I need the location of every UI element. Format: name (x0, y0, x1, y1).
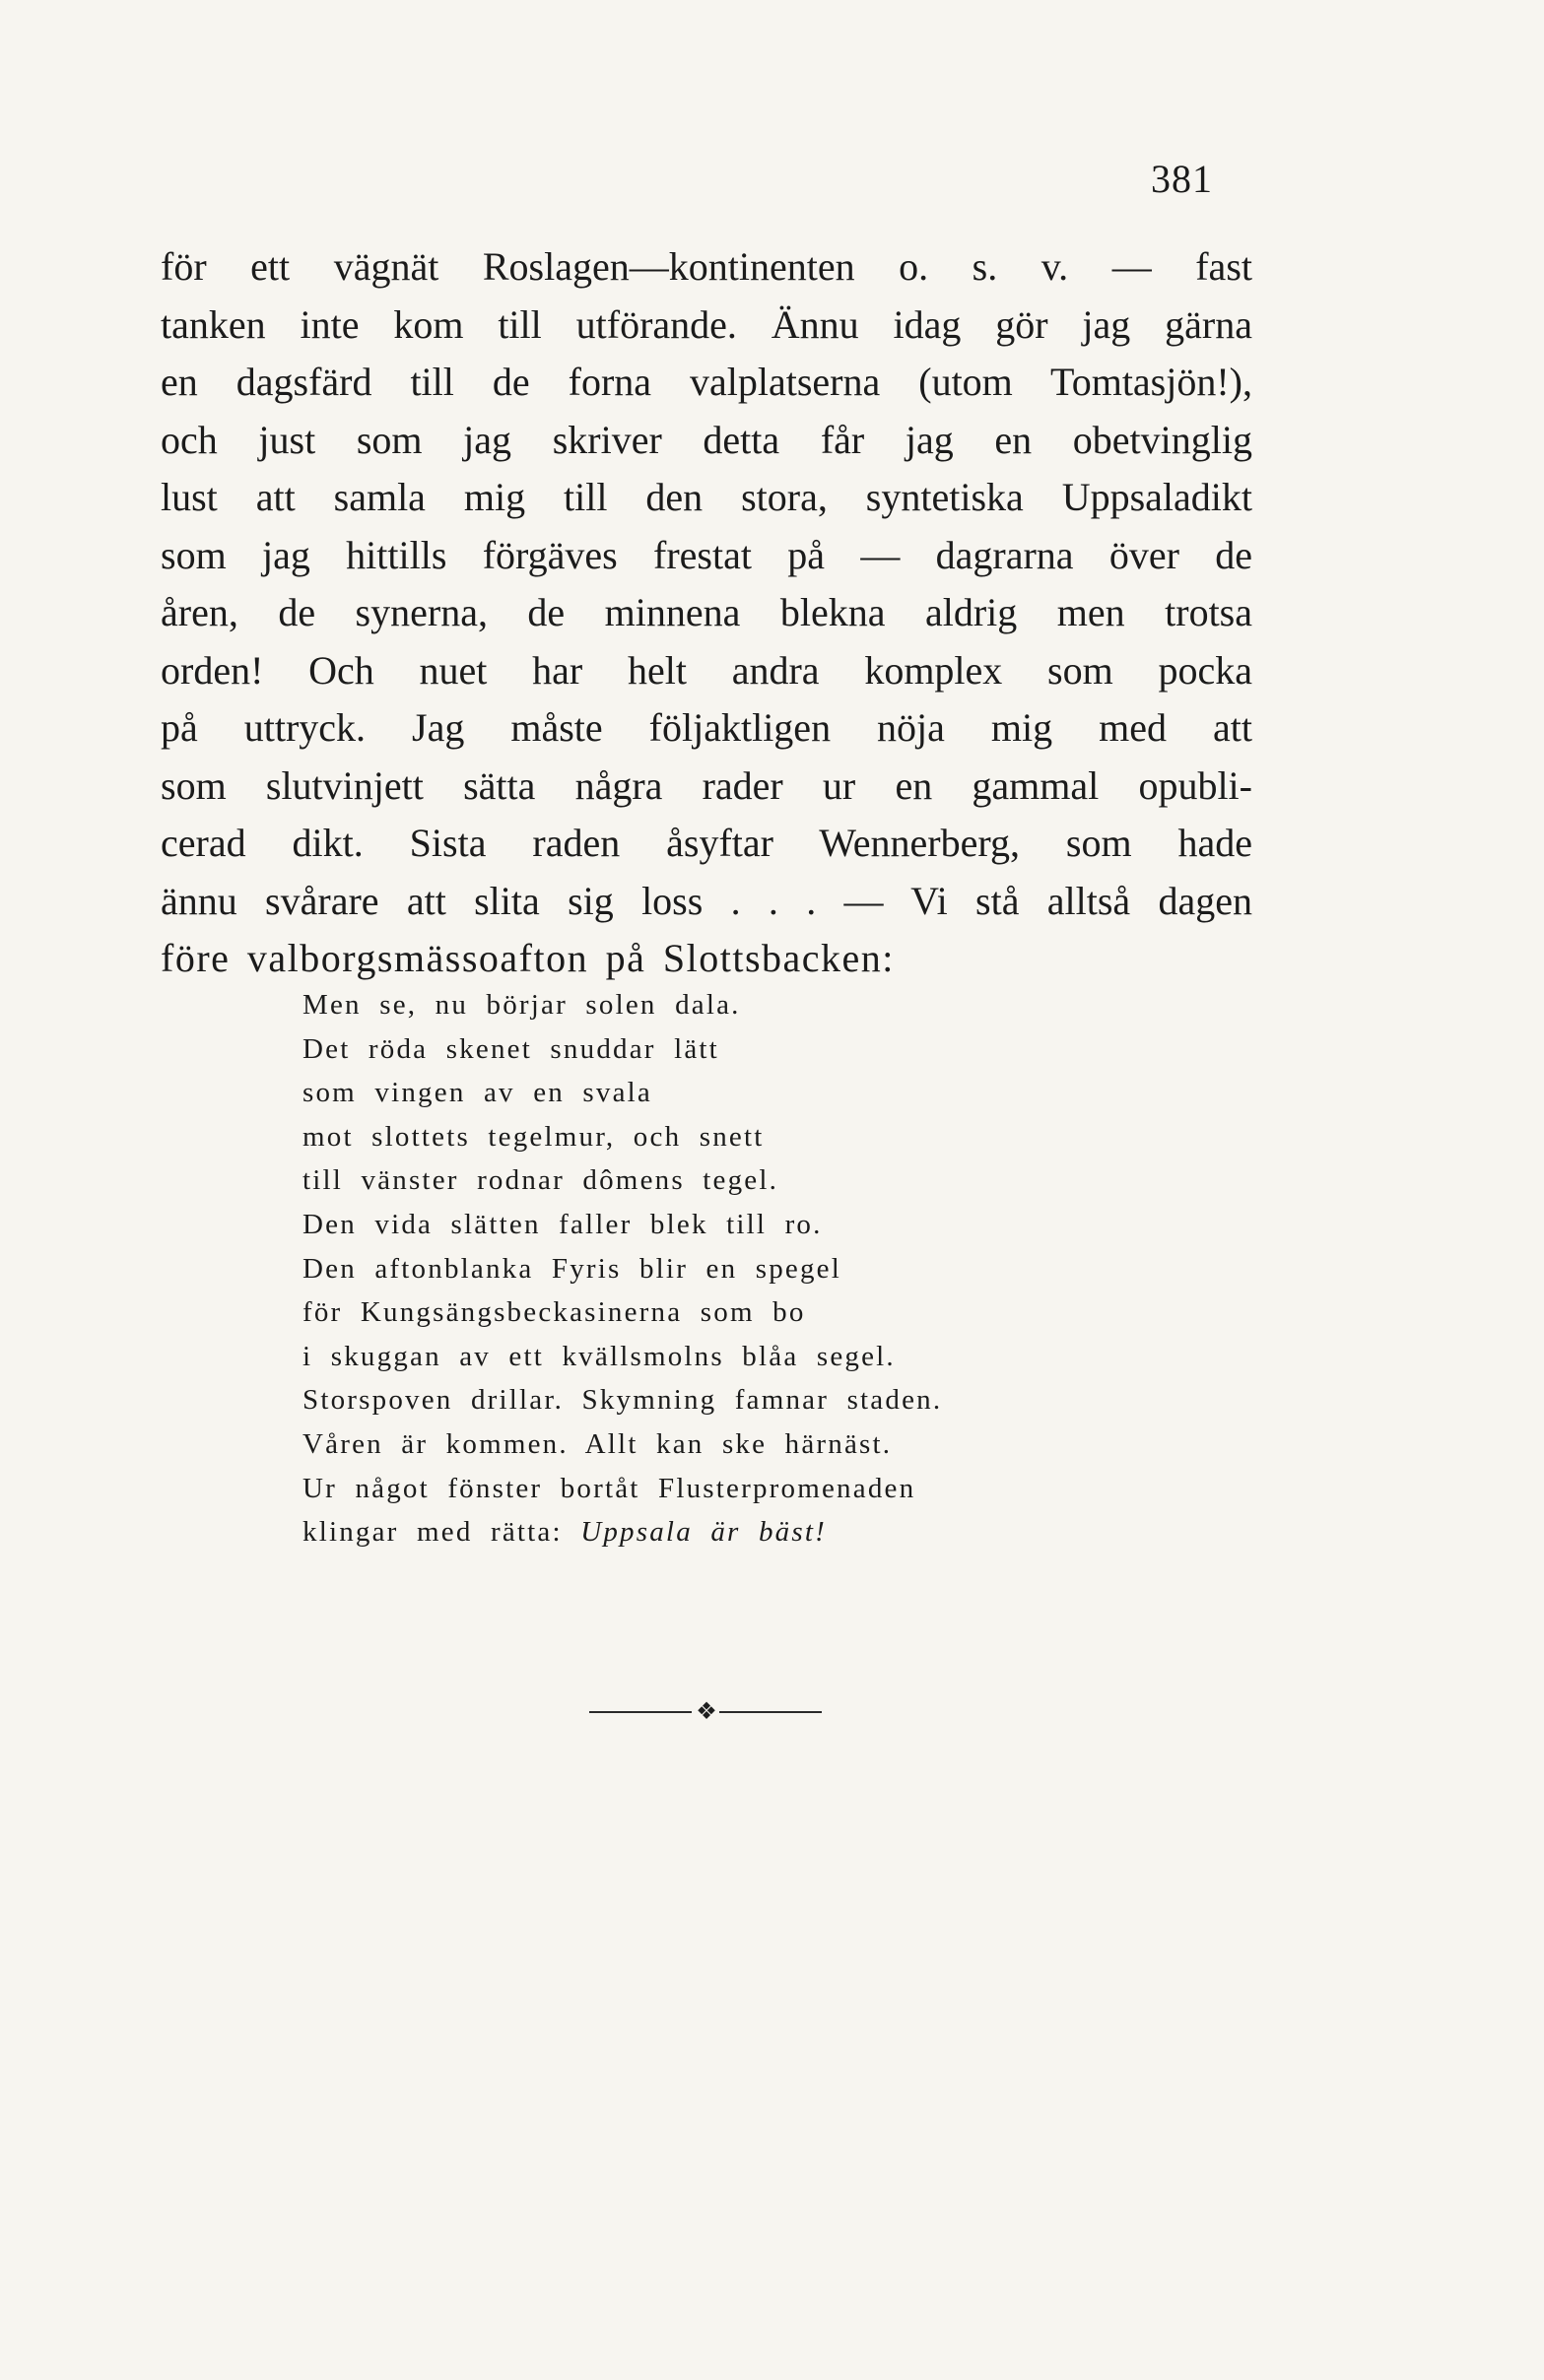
poem-line: Ur något fönster bortåt Flusterpromenaden (302, 1472, 916, 1504)
prose-line: åren, de synerna, de minnena blekna aldrig men trotsa (161, 590, 1252, 634)
poem-line: som vingen av en svala (302, 1077, 653, 1109)
poem-line: Den vida slätten faller blek till ro. (302, 1208, 823, 1240)
prose-line: cerad dikt. Sista raden åsyftar Wennerberg, som hade (161, 821, 1252, 865)
prose-paragraph (161, 238, 1252, 988)
section-ornament (589, 1700, 826, 1724)
poem-line: Den aftonblanka Fyris blir en spegel (302, 1252, 842, 1285)
prose-line: för ett vägnät Roslagen—kontinenten o. s. v. — fast (161, 244, 1252, 289)
prose-line-final: före valborgsmässoafton på Slottsbacken: (161, 936, 895, 980)
poem-line: Våren är kommen. Allt kan ske härnäst. (302, 1427, 893, 1460)
poem-final-italic: Uppsala är bäst! (580, 1516, 827, 1549)
prose-line: på uttryck. Jag måste följaktligen nöja mig med att (161, 705, 1252, 750)
diamond-ornament-icon: ❖ (696, 1699, 717, 1725)
poem (302, 983, 942, 1554)
poem-line: Storspoven drillar. Skymning famnar staden. (302, 1384, 943, 1417)
prose-line: orden! Och nuet har helt andra komplex som pocka (161, 647, 1252, 693)
poem-line: mot slottets tegelmur, och snett (302, 1120, 765, 1153)
prose-line: som jag hittills förgäves frestat på — dagrarna över de (161, 532, 1252, 577)
poem-line: i skuggan av ett kvällsmolns blåa segel. (302, 1340, 896, 1372)
poem-line: för Kungsängsbeckasinerna som bo (302, 1296, 806, 1329)
poem-line: Men se, nu börjar solen dala. (302, 989, 741, 1021)
poem-line: till vänster rodnar dômens tegel. (302, 1164, 779, 1197)
poem-final-prefix: klingar med rätta: (302, 1516, 581, 1549)
poem-line: Det röda skenet snuddar lätt (302, 1032, 719, 1065)
ornament-rule-right (719, 1711, 822, 1713)
prose-line: och just som jag skriver detta får jag en obetvinglig (161, 417, 1252, 462)
prose-line: ännu svårare att slita sig loss . . . — Vi stå alltså dagen (161, 878, 1252, 923)
ornament-rule-left (589, 1711, 692, 1713)
poem-line-final (302, 1510, 942, 1554)
prose-line: tanken inte kom till utförande. Ännu idag gör jag gärna (161, 301, 1252, 347)
prose-line: som slutvinjett sätta några rader ur en gammal opubli- (161, 762, 1252, 808)
prose-line: lust att samla mig till den stora, syntetiska Uppsaladikt (161, 475, 1252, 519)
prose-line: en dagsfärd till de forna valplatserna (utom Tomtasjön!), (161, 360, 1252, 404)
page-number: 381 (1151, 157, 1213, 201)
